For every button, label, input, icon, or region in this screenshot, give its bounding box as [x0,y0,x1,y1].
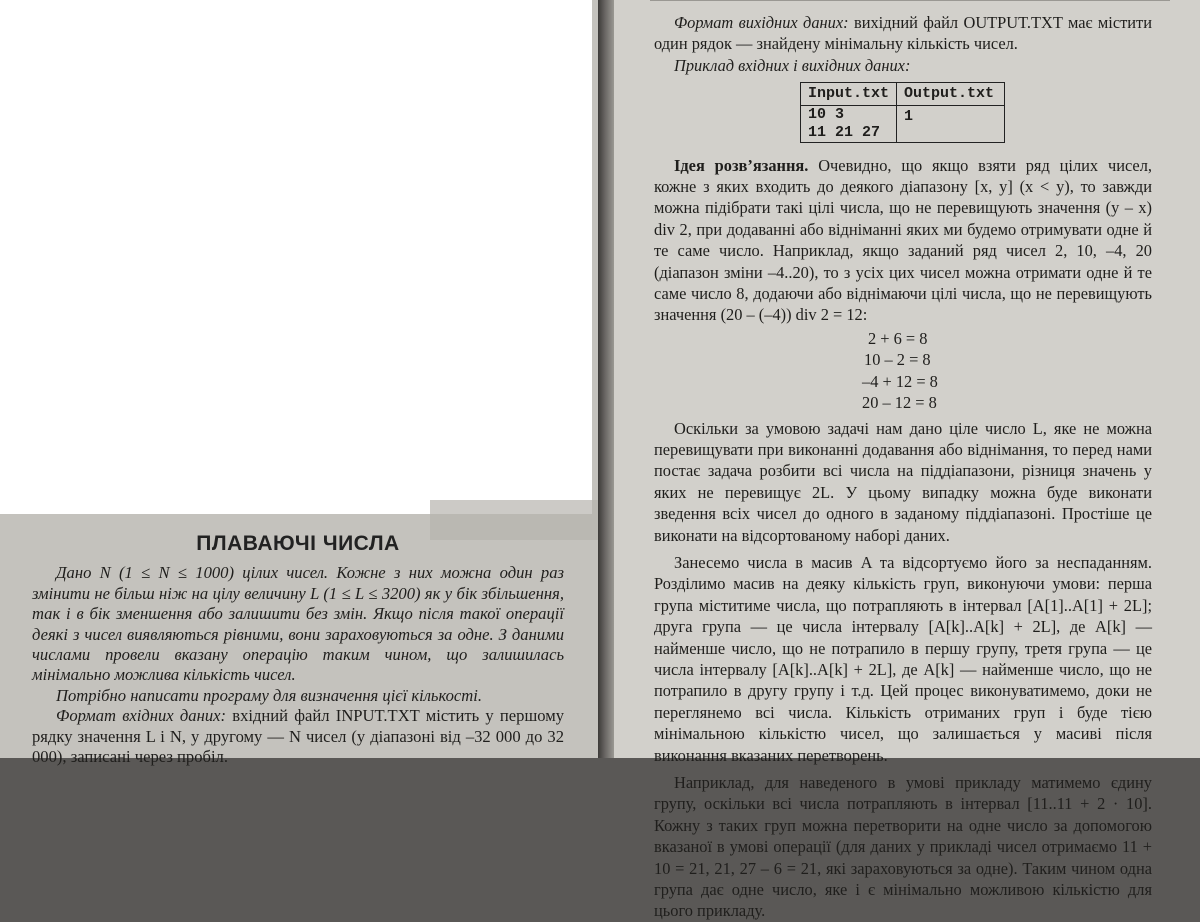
table-header-input: Input.txt [801,83,897,105]
problem-title: ПЛАВАЮЧІ ЧИСЛА [196,532,400,555]
paragraph-grouping: Занесемо числа в масив A та відсортуємо його за неспаданням. Розділимо масив на деяку кількість груп, виконуючи умови: перша група міститиме числа, що потрапляють в інтервал [A[1]..A[1] + 2L]; друга група — це числа інтервалу [A[k]..A[k] + 2L], де A[k] — найменше число, що не потрапило в першу групу, третя група — це числа інтервалу [A[k]..A[k] + 2L], де A[k] — найменше число, що не потрапило в другу групу і т.д. Цей процес виконуватимемо, доки не переглянемо всі числа. Кількість отриманих груп і буде тією мінімальною кількістю чисел, що залишається у масиві після виконання вказаних перетворень. [654,552,1152,765]
input-format-label: Формат вхідних даних: [56,706,227,726]
left-page [0,0,598,767]
problem-statement: Дано N (1 ≤ N ≤ 1000) цілих чисел. Кожне з них можна один раз змінити не більш ніж на цілу величину L (1 ≤ L ≤ 3200) як у бік збільшення, так і в бік зменшення або залишити без змін. Якщо після такої операції деякі з чисел виявляються рівними, вони зараховуються за одне. З даними числами провели вказану операцію таким чином, що залишилась мінімально можлива кількість чисел. [32,563,564,685]
idea-label: Ідея розв’язання. [674,155,809,175]
equation: –4 + 12 = 8 [862,371,938,391]
equation: 2 + 6 = 8 [868,328,928,348]
right-page-text [614,12,1200,922]
right-page [614,0,1200,921]
paragraph-subranges: Оскільки за умовою задачі нам дано ціле число L, яке не можна перевищувати при виконанні додавання або віднімання, то перед нами постає задача розбити всі числа на піддіапазони, різниця значень у яких не перевищує 2L. У цьому випадку можна буде виконати зведення всіх чисел до одного в заданому піддіапазоні. Простіше це виконати на відсортованому наборі даних. [654,418,1152,545]
output-format-label: Формат вихідних даних: [674,13,849,32]
equation: 20 – 12 = 8 [862,393,937,413]
input-format-text: вхідний файл INPUT.TXT містить у першому рядку значення L і N, у другому — N чисел (у діапазоні від –32 000 до 32 000), записані через пробіл. [32,706,565,767]
example-heading: Приклад вхідних і вихідних даних: [674,55,911,75]
paragraph-example: Наприклад, для наведеного в умові прикладу матимемо єдину групу, оскільки всі числа потрапляють в інтервал [11..11 + 2 · 10]. Кожну з таких груп можна перетворити на одне число за допомогою вказаної в умові операції (для даних у прикладі чисел отримаємо 11 + 10 = 21, 21, 27 – 6 = 21, які зараховуються за одне). Таким чином одна група дає одне число, яке і є мінімально можливою кількістю для цього прикладу. [654,773,1152,921]
top-rule [650,0,1170,4]
blank-overlay-sheet [0,0,592,514]
table-header-output: Output.txt [897,83,1005,105]
solution-idea [654,155,1152,326]
table-cell-output [897,105,1005,142]
example-io-table [800,82,1005,142]
table-header-row [801,83,1005,105]
left-page-text [0,522,592,767]
book-gutter [598,0,614,758]
input-line: 10 3 [808,105,845,123]
equation: 10 – 2 = 8 [864,350,931,370]
idea-text: Очевидно, що якщо взяти ряд цілих чисел, кожне з яких входить до деякого діапазону [x, y] (x < y), то завжди можна підібрати такі цілі числа, що не перевищують значення (y – x) div 2, при додаванні або відніманні яких ми будемо отримувати одне й те саме число. Наприклад, якщо заданий ряд чисел 2, 10, –4, 20 (діапазон зміни –4..20), то з усіх цих чисел можна отримати одне й те саме число 8, додаючи або віднімаючи цілі числа, що не перевищують значення (20 – (–4)) div 2 = 12: [654,155,1152,325]
output-format [654,12,1152,55]
equation-list [654,328,1152,414]
table-row [801,105,1005,142]
input-line: 11 21 27 [808,123,881,141]
input-format [32,706,564,767]
output-format-text: вихідний файл OUTPUT.TXT має містити один рядок — знайдену мінімальну кількість чисел. [654,13,1152,54]
output-line: 1 [904,107,914,125]
table-cell-input [801,105,897,142]
problem-task: Потрібно написати програму для визначення цієї кількості. [56,685,483,705]
